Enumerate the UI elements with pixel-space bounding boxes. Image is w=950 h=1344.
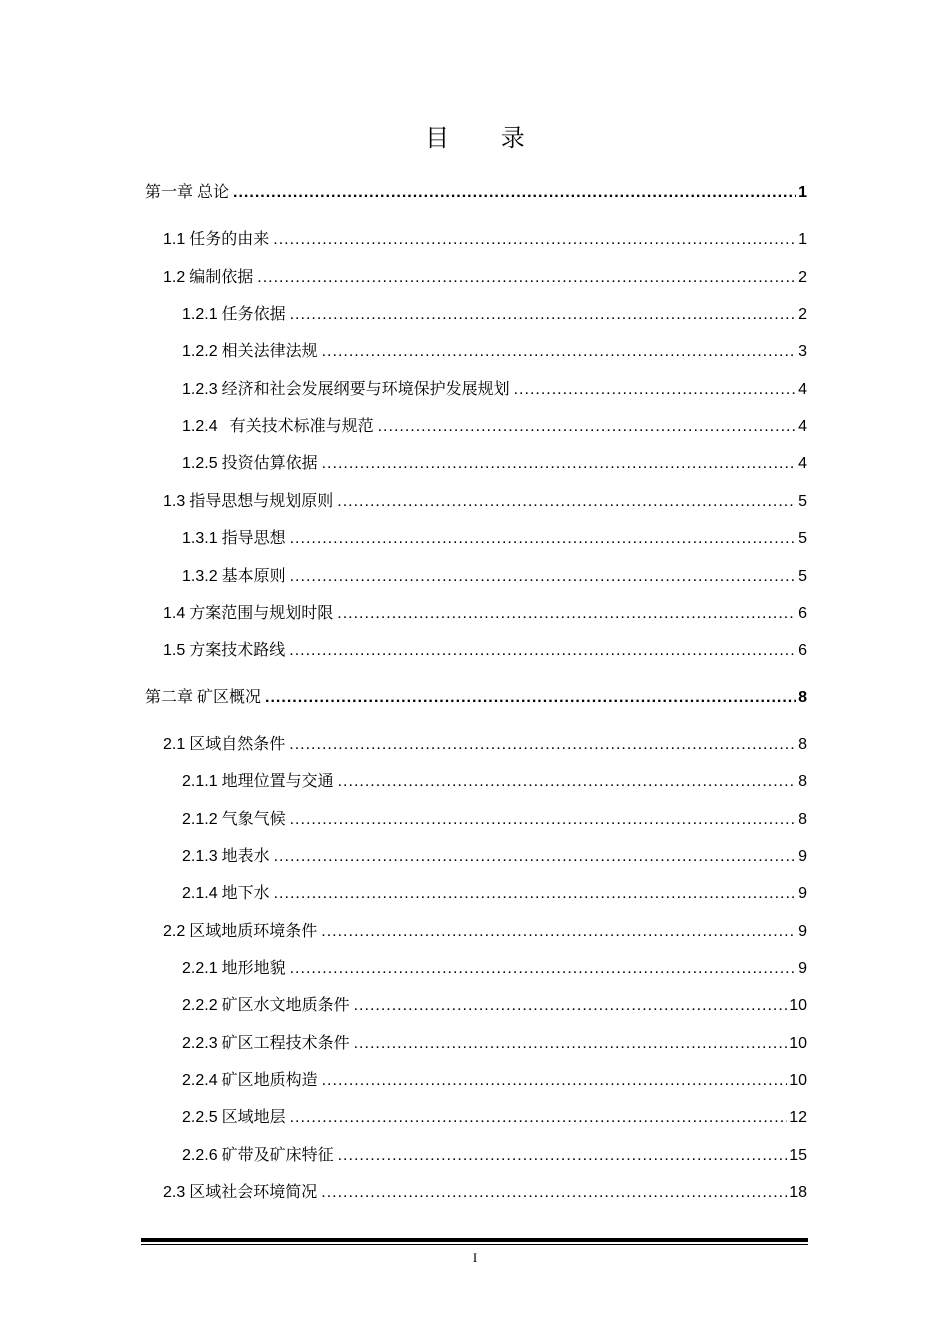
toc-entry-number: 2.2 xyxy=(163,923,186,940)
toc-entry[interactable] xyxy=(163,919,807,943)
toc-leader xyxy=(265,686,796,710)
toc-entry-label: 有关技术标准与规范 xyxy=(229,416,374,435)
footer-rule-thick xyxy=(141,1238,808,1242)
toc-entry-page: 18 xyxy=(789,1184,807,1201)
toc-entry-number: 2.2.2 xyxy=(182,997,218,1014)
toc-entry-number: 2.1.4 xyxy=(182,885,218,902)
toc-entry-label: 总论 xyxy=(197,182,230,201)
toc-entry[interactable] xyxy=(163,601,807,625)
toc-entry[interactable] xyxy=(182,881,807,905)
toc-entry-label: 气象气候 xyxy=(221,809,286,828)
toc-entry-page: 4 xyxy=(798,455,807,472)
toc-entry-page: 3 xyxy=(798,343,807,360)
toc-entry-page: 1 xyxy=(798,231,807,248)
toc-entry[interactable] xyxy=(182,414,807,438)
toc-entry-page: 8 xyxy=(798,811,807,828)
toc-entry-page: 5 xyxy=(798,530,807,547)
toc-entry-label: 地表水 xyxy=(221,846,270,865)
toc-entry-page: 15 xyxy=(789,1147,807,1164)
toc-leader xyxy=(338,1144,788,1168)
toc-entry[interactable] xyxy=(182,956,807,980)
toc-leader xyxy=(321,1181,787,1205)
toc-entry-number: 1.2.5 xyxy=(182,455,218,472)
page-title: 目 录 xyxy=(425,124,547,152)
toc-leader xyxy=(290,527,796,551)
toc-leader xyxy=(290,565,796,589)
toc-entry-label: 地理位置与交通 xyxy=(221,771,334,790)
toc-entry-number: 1.3.2 xyxy=(182,568,218,585)
toc-entry[interactable] xyxy=(163,265,807,289)
toc-leader xyxy=(289,733,796,757)
toc-entry-page: 10 xyxy=(789,1072,807,1089)
toc-entry-page: 8 xyxy=(798,736,807,753)
toc-entry[interactable] xyxy=(182,1143,807,1167)
toc-leader xyxy=(274,845,796,869)
toc-entry-page: 9 xyxy=(798,885,807,902)
toc-leader xyxy=(257,266,796,290)
toc-entry-page: 1 xyxy=(798,184,807,201)
toc-entry-label: 编制依据 xyxy=(189,267,254,286)
toc-entry-label: 矿区水文地质条件 xyxy=(221,995,350,1014)
toc-entry-label: 任务依据 xyxy=(221,304,286,323)
toc-entry-page: 4 xyxy=(798,418,807,435)
toc-entry[interactable] xyxy=(163,489,807,513)
toc-entry[interactable] xyxy=(182,769,807,793)
toc-entry-number: 1.4 xyxy=(163,605,186,622)
toc-entry-number: 2.2.4 xyxy=(182,1072,218,1089)
toc-entry-number: 1.2.1 xyxy=(182,306,218,323)
toc-entry-number: 1.3 xyxy=(163,493,186,510)
toc-entry-label: 矿区概况 xyxy=(197,687,262,706)
toc-leader xyxy=(290,1106,788,1130)
toc-entry-number: 1.2.2 xyxy=(182,343,218,360)
toc-entry[interactable] xyxy=(182,1105,807,1129)
footer-page-number: I xyxy=(472,1250,478,1265)
toc-entry-label: 方案技术路线 xyxy=(189,640,286,659)
toc-leader xyxy=(322,1069,788,1093)
toc-entry[interactable] xyxy=(145,685,807,709)
toc-entry-number: 1.3.1 xyxy=(182,530,218,547)
toc-entry-label: 区域社会环境简况 xyxy=(189,1182,318,1201)
toc-entry-page: 10 xyxy=(789,997,807,1014)
toc-leader xyxy=(289,639,796,663)
toc-entry[interactable] xyxy=(182,807,807,831)
toc-entry-page: 5 xyxy=(798,568,807,585)
toc-leader xyxy=(322,452,796,476)
toc-entry[interactable] xyxy=(182,526,807,550)
toc-entry[interactable] xyxy=(182,993,807,1017)
toc-entry-number: 1.2.4 xyxy=(182,418,218,435)
toc-entry-label: 任务的由来 xyxy=(189,229,270,248)
toc-entry-page: 6 xyxy=(798,642,807,659)
toc-entry-number: 1.2.3 xyxy=(182,381,218,398)
toc-entry-number: 第二章 xyxy=(145,689,194,706)
toc-entry-page: 12 xyxy=(789,1109,807,1126)
toc-entry[interactable] xyxy=(182,564,807,588)
toc-entry-number: 2.1.2 xyxy=(182,811,218,828)
toc-entry[interactable] xyxy=(145,180,807,204)
toc-entry-number: 2.2.1 xyxy=(182,960,218,977)
toc-entry-label: 投资估算依据 xyxy=(221,453,318,472)
toc-leader xyxy=(274,882,796,906)
toc-entry-page: 10 xyxy=(789,1035,807,1052)
toc-entry-label: 指导思想与规划原则 xyxy=(189,491,334,510)
toc-entry-page: 8 xyxy=(798,773,807,790)
footer-rule-thin xyxy=(141,1244,808,1245)
toc-entry-page: 9 xyxy=(798,848,807,865)
toc-entry-label: 指导思想 xyxy=(221,528,286,547)
toc-entry-label: 基本原则 xyxy=(221,566,286,585)
toc-entry-number: 2.1.1 xyxy=(182,773,218,790)
toc-entry-number: 第一章 xyxy=(145,184,194,201)
toc-entry-label: 相关法律法规 xyxy=(221,341,318,360)
toc-entry[interactable] xyxy=(182,844,807,868)
toc-entry-label: 矿带及矿床特征 xyxy=(221,1145,334,1164)
toc-leader xyxy=(514,378,796,402)
toc-entry[interactable] xyxy=(182,451,807,475)
toc-entry[interactable] xyxy=(163,1180,807,1204)
toc-leader xyxy=(321,920,796,944)
toc-entry-label: 矿区工程技术条件 xyxy=(221,1033,350,1052)
toc-leader xyxy=(290,303,796,327)
toc-entry-number: 2.1.3 xyxy=(182,848,218,865)
toc-leader xyxy=(273,228,796,252)
toc-leader xyxy=(354,994,788,1018)
toc-leader xyxy=(337,602,796,626)
toc-entry[interactable] xyxy=(182,377,807,401)
toc-entry-number: 1.2 xyxy=(163,269,186,286)
toc-entry-label: 经济和社会发展纲要与环境保护发展规划 xyxy=(221,379,510,398)
toc-entry-page: 6 xyxy=(798,605,807,622)
toc-entry[interactable] xyxy=(163,227,807,251)
toc-leader xyxy=(290,808,796,832)
toc-entry[interactable] xyxy=(182,1068,807,1092)
toc-leader xyxy=(322,340,796,364)
toc-entry-number: 2.1 xyxy=(163,736,186,753)
toc-entry-number: 2.2.6 xyxy=(182,1147,218,1164)
toc-entry[interactable] xyxy=(182,1031,807,1055)
toc-entry-page: 4 xyxy=(798,381,807,398)
toc-entry-label: 区域自然条件 xyxy=(189,734,286,753)
toc-leader xyxy=(337,490,796,514)
toc-entry-page: 9 xyxy=(798,923,807,940)
toc-entry-number: 2.2.5 xyxy=(182,1109,218,1126)
toc-entry-page: 5 xyxy=(798,493,807,510)
toc-entry-page: 2 xyxy=(798,269,807,286)
toc-entry-number: 2.3 xyxy=(163,1184,186,1201)
toc-entry[interactable] xyxy=(182,302,807,326)
toc-entry-page: 8 xyxy=(798,689,807,706)
toc-entry-label: 方案范围与规划时限 xyxy=(189,603,334,622)
toc-entry-label: 地下水 xyxy=(221,883,270,902)
toc-entry-number: 1.1 xyxy=(163,231,186,248)
toc-entry-page: 9 xyxy=(798,960,807,977)
toc-leader xyxy=(233,181,796,205)
toc-leader xyxy=(378,415,796,439)
toc-entry-label: 矿区地质构造 xyxy=(221,1070,318,1089)
toc-leader xyxy=(338,770,796,794)
toc-leader xyxy=(290,957,796,981)
toc-entry[interactable] xyxy=(182,339,807,363)
toc-entry[interactable] xyxy=(163,638,807,662)
toc-entry-page: 2 xyxy=(798,306,807,323)
toc-entry-number: 1.5 xyxy=(163,642,186,659)
toc-entry-label: 区域地质环境条件 xyxy=(189,921,318,940)
toc-entry-number: 2.2.3 xyxy=(182,1035,218,1052)
toc-entry-label: 区域地层 xyxy=(221,1107,286,1126)
toc-entry[interactable] xyxy=(163,732,807,756)
toc-leader xyxy=(354,1032,788,1056)
toc-entry-label: 地形地貌 xyxy=(221,958,286,977)
